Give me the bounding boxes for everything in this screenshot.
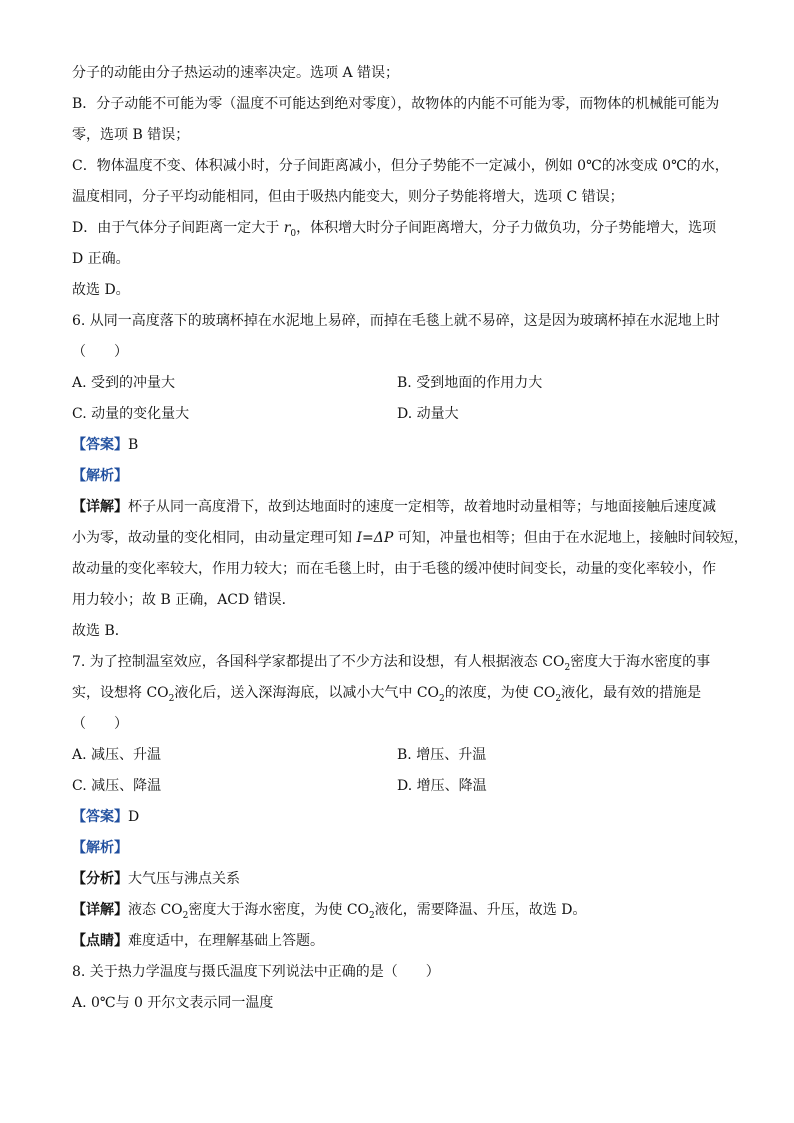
q7-analysis-tag: 【解析】	[72, 840, 128, 856]
q8-stem: 8. 关于热力学温度与摄氏温度下列说法中正确的是（ ）	[72, 964, 440, 980]
q7-dianjing-text: 难度适中，在理解基础上答题。	[128, 933, 324, 949]
q5-line-b2: 零，选项 B 错误；	[72, 127, 190, 143]
q7-analysis	[72, 833, 726, 864]
q7-option-c: C. 减压、降温	[72, 778, 162, 794]
q5-line-a: 分子的动能由分子热运动的速率决定。选项 A 错误；	[72, 65, 400, 81]
q7-answer-tag: 【答案】	[72, 809, 128, 825]
q6-detail-2-pre: 小为零，故动量的变化相同，由动量定理可知	[72, 530, 357, 546]
q7-stem-2a: 实，设想将 CO	[72, 685, 169, 701]
q7-sub: 2	[555, 693, 562, 704]
q7-stem-2c: 的浓度，为使 CO	[444, 685, 556, 701]
q6-analysis	[72, 461, 726, 492]
q7-sub: 2	[369, 910, 375, 921]
q6-detail-2	[72, 523, 748, 554]
q7-stem-1	[72, 647, 726, 678]
q7-fenxi-tag: 【分析】	[72, 871, 128, 887]
q7-options-row-1	[72, 740, 726, 771]
q7-option-b: B. 增压、升温	[397, 747, 487, 763]
q7-option-d: D. 增压、降温	[397, 778, 487, 794]
q5-line-c2: 温度相同，分子平均动能相同，但由于吸热内能变大，则分子势能将增大，选项 C 错误；	[72, 189, 624, 205]
q7-sub: 2	[439, 693, 445, 704]
q7-detail-c: 液化，需要降温、升压，故选 D。	[374, 902, 587, 918]
q7-sub: 2	[564, 662, 571, 673]
q6-answer-value: B	[128, 437, 139, 453]
q5-choose: 故选 D。	[72, 282, 130, 298]
q7-dianjing-tag: 【点睛】	[72, 933, 128, 949]
q5-d1-post: ，体积增大时分子间距离增大，分子力做负功，分子势能增大，选项	[296, 220, 717, 236]
q6-options-row-2	[72, 399, 726, 430]
q6-detail-text-1: 杯子从同一高度滑下，故到达地面时的速度一定相等，故着地时动量相等；与地面接触后速度减	[128, 499, 716, 515]
q7-stem-2b: 液化后，送入深海海底，以减小大气中 CO	[174, 685, 440, 701]
q6-detail-2-post: 可知，冲量也相等；但由于在水泥地上，接触时间较短，	[393, 530, 748, 546]
q7-answer-value: D	[128, 809, 140, 825]
q5-d1-pre: D．由于气体分子间距离一定大于	[72, 220, 284, 236]
q7-options-row-2	[72, 771, 726, 802]
q6-detail-4: 用力较小；故 B 正确，ACD 错误．	[72, 592, 296, 608]
q6-detail-3: 故动量的变化率较大，作用力较大；而在毛毯上时，由于毛毯的缓冲使时间变长，动量的变化率较小，作	[72, 561, 716, 577]
q7-answer	[72, 802, 726, 833]
q7-detail-b: 密度大于海水密度，为使 CO	[188, 902, 370, 918]
q7-detail-tag: 【详解】	[72, 902, 128, 918]
q6-detail-1	[72, 492, 726, 523]
q6-detail-formula: I=ΔP	[356, 530, 394, 546]
q7-detail	[72, 895, 726, 926]
q7-stem-1b: 密度大于海水密度的事	[570, 654, 711, 670]
q6-answer	[72, 430, 726, 461]
q5-line-d2: D 正确。	[72, 251, 130, 267]
q6-analysis-tag: 【解析】	[72, 468, 128, 484]
q7-stem-2	[72, 678, 726, 709]
q7-dianjing	[72, 926, 726, 957]
q6-option-b: B. 受到地面的作用力大	[397, 375, 543, 391]
q7-stem-3: （ ）	[72, 716, 128, 732]
q7-option-a: A. 减压、升温	[72, 747, 162, 763]
q6-options-row-1	[72, 368, 726, 399]
q6-option-d: D. 动量大	[397, 406, 459, 422]
q5-line-d1	[72, 213, 726, 244]
q7-stem-1a: 7. 为了控制温室效应，各国科学家都提出了不少方法和设想，有人根据液态 CO	[72, 654, 565, 670]
q6-answer-tag: 【答案】	[72, 437, 128, 453]
q7-fenxi-text: 大气压与沸点关系	[128, 871, 240, 887]
document-page	[72, 58, 748, 1019]
q6-option-c: C. 动量的变化量大	[72, 406, 190, 422]
q7-sub: 2	[182, 910, 189, 921]
q6-stem-2: （ ）	[72, 344, 128, 360]
q6-stem-1: 6. 从同一高度落下的玻璃杯掉在水泥地上易碎，而掉在毛毯上就不易碎，这是因为玻璃杯掉在水泥地上时	[72, 313, 720, 329]
q5-line-c1: C．物体温度不变、体积减小时，分子间距离减小，但分子势能不一定减小，例如 0℃的冰变成 0℃的水，	[72, 158, 729, 174]
q7-sub: 2	[168, 693, 175, 704]
q6-option-a: A. 受到的冲量大	[72, 375, 176, 391]
q5-d1-r: r	[283, 220, 291, 236]
q5-d1-sub: 0	[290, 228, 297, 239]
q6-choose: 故选 B．	[72, 623, 129, 639]
q6-detail-tag: 【详解】	[72, 499, 128, 515]
q7-detail-a: 液态 CO	[128, 902, 183, 918]
q7-fenxi	[72, 864, 726, 895]
q8-option-a: A. 0℃与 0 开尔文表示同一温度	[72, 995, 274, 1011]
q5-line-b1: B．分子动能不可能为零（温度不可能达到绝对零度），故物体的内能不可能为零，而物体的机械能可能为	[72, 96, 720, 112]
q7-stem-2d: 液化，最有效的措施是	[561, 685, 702, 701]
